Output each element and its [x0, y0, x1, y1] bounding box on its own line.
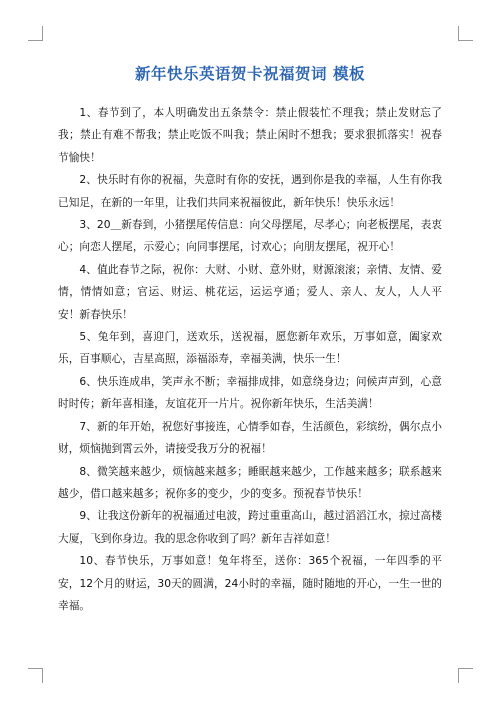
paragraph-5: 5、兔年到，喜迎门，送欢乐，送祝福，愿您新年欢乐，万事如意，阖家欢乐，百事顺心，吉星高照，添福添寿，幸福美满，快乐一生！ — [58, 330, 442, 366]
paragraph-1: 1、春节到了，本人明确发出五条禁令：禁止假装忙不理我；禁止发财忘了我；禁止有难不帮我；禁止吃饭不叫我；禁止闲时不想我；要求狠抓落实！祝春节愉快！ — [58, 106, 442, 164]
paragraph-2: 2、快乐时有你的祝福，失意时有你的安抚，遇到你是我的幸福，人生有你我已知足，在新的一年里，让我们共同来祝福彼此，新年快乐！快乐永远！ — [58, 173, 442, 209]
paragraph-3: 3、20＿新春到，小猪摆尾传信息：向父母摆尾，尽孝心；向老板摆尾，表衷心；向恋人摆尾，示爱心；向同事摆尾，讨欢心；向朋友摆尾，祝开心！ — [58, 218, 442, 254]
paragraph-9: 9、让我这份新年的祝福通过电波，跨过重重高山，越过滔滔江水，掠过高楼大厦，飞到你身边。我的思念你收到了吗？新年吉祥如意！ — [58, 509, 442, 545]
paragraph-8: 8、微笑越来越少，烦恼越来越多；睡眠越来越少，工作越来越多；联系越来越少，借口越来越多；祝你多的变少，少的变多。预祝春节快乐！ — [58, 464, 442, 500]
paragraph-4: 4、值此春节之际，祝你：大财、小财、意外财，财源滚滚；亲情、友情、爱情，情情如意；官运、财运、桃花运，运运亨通；爱人、亲人、友人，人人平安！新春快乐！ — [58, 262, 442, 321]
crop-mark-top-left — [28, 26, 43, 41]
crop-mark-bottom-right — [458, 668, 473, 683]
paragraph-10: 10、春节快乐，万事如意！兔年将至，送你：365个祝福，一年四季的平安，12个月的财运，30天的圆满，24小时的幸福，随时随地的开心，一生一世的幸福。 — [58, 554, 442, 612]
document-title: 新年快乐英语贺卡祝福贺词 模板 — [135, 65, 365, 83]
paragraph-7: 7、新的年开始，祝您好事接连，心情季如春，生活颜色，彩缤纷，偶尔点小财，烦恼抛到霄云外，请接受我万分的祝福！ — [58, 419, 442, 456]
paragraph-6: 6、快乐连成串，笑声永不断；幸福排成排，如意绕身边；问候声声到，心意时时传；新年喜相逢，友谊花开一片片。祝你新年快乐，生活美满！ — [58, 374, 442, 411]
crop-mark-bottom-left — [28, 668, 43, 683]
crop-mark-top-right — [458, 26, 473, 41]
document-body — [58, 102, 442, 617]
